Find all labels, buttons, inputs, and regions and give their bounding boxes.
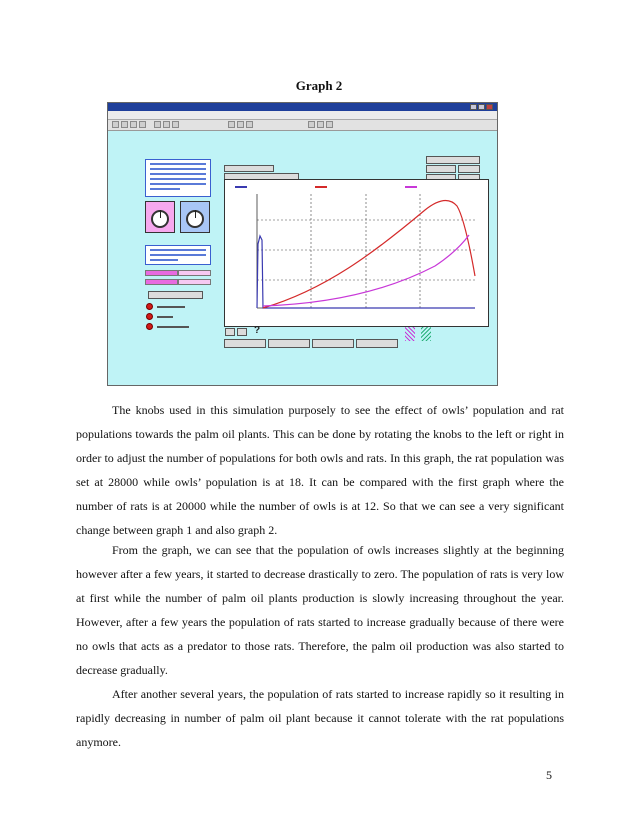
maximize-icon (478, 104, 485, 110)
radio-option-1[interactable] (146, 303, 153, 310)
legend-owls-swatch (235, 186, 247, 188)
legend-palm-swatch (405, 186, 417, 188)
rats-unit-cell (178, 279, 211, 285)
radio-option-3[interactable] (146, 323, 153, 330)
toolbar-stop-icon (237, 121, 244, 128)
knob-help-note (145, 245, 211, 265)
instruction-note (145, 159, 211, 197)
radio-option-2-label (157, 316, 173, 318)
toolbar-new-icon (112, 121, 119, 128)
restart-button[interactable] (224, 165, 274, 172)
radio-option-2[interactable] (146, 313, 153, 320)
table-icon[interactable] (237, 328, 247, 336)
close-icon (486, 104, 493, 110)
legend-rats-swatch (315, 186, 327, 188)
page-title: Graph 2 (295, 78, 343, 93)
compare-button[interactable] (148, 291, 203, 299)
toolbar-pointer-icon (308, 121, 315, 128)
bottom-button-2[interactable] (268, 339, 310, 348)
toolbar-graph-icon (246, 121, 253, 128)
top-right-button-1[interactable] (426, 156, 480, 164)
paragraph-3: After another several years, the population of rats started to increase rapidly so it resulting in rapidly decreasing in number of palm oil plant because it cannot tolerate with the rat populations anymore. (76, 687, 564, 749)
radio-option-1-label (157, 306, 185, 308)
help-question-icon[interactable]: ? (254, 325, 261, 336)
toolbar-save-icon (130, 121, 137, 128)
top-right-button-3[interactable] (458, 165, 480, 173)
rats-knob-panel (180, 201, 210, 233)
minimize-icon (470, 104, 477, 110)
bottom-button-3[interactable] (312, 339, 354, 348)
simulation-screenshot (107, 102, 498, 386)
page-number: 5 (546, 768, 552, 782)
toolbar-paste-icon (172, 121, 179, 128)
rats-pattern-icon (421, 327, 431, 341)
toolbar-copy-icon (163, 121, 170, 128)
menu-bar (108, 111, 497, 120)
graph-icon[interactable] (225, 328, 235, 336)
owls-pattern-icon (405, 327, 415, 341)
toolbar-cut-icon (154, 121, 161, 128)
radio-option-3-label (157, 326, 189, 328)
owls-unit-cell (178, 270, 211, 276)
population-graph (224, 179, 489, 327)
paragraph-2: From the graph, we can see that the population of owls increases slightly at the beginning however after a few years, it started to decrease drastically to zero. The population of rats is very low at first while the number of palm oil plants production is slowly increasing throughout the year. However, after a few years the population of rats started to increase gradually because of there were no owls that acts as a predator to those rats. Therefore, the palm oil production was also started to decrease gradually. (76, 543, 564, 677)
owls-value-cell (145, 270, 178, 276)
toolbar-zoom-icon (317, 121, 324, 128)
owls-knob[interactable] (151, 210, 169, 228)
rats-value-cell (145, 279, 178, 285)
window-titlebar (108, 103, 497, 111)
toolbar-print-icon (139, 121, 146, 128)
bottom-button-1[interactable] (224, 339, 266, 348)
toolbar-open-icon (121, 121, 128, 128)
bottom-button-4[interactable] (356, 339, 398, 348)
rats-knob[interactable] (186, 210, 204, 228)
graph-gridlines (257, 194, 475, 308)
toolbar-run-icon (228, 121, 235, 128)
top-right-button-2[interactable] (426, 165, 456, 173)
paragraph-1: The knobs used in this simulation purposely to see the effect of owls’ population and rat populations towards the palm oil plants. This can be done by rotating the knobs to the left or right in order to adjust the number of populations for both owls and rats. In this graph, the rat population was set at 28000 while owls’ population is at 18. It can be compared with the first graph where the number of rats is at 20000 while the number of owls is at 12. So that we can see a very significant change between graph 1 and also graph 2. (76, 403, 564, 537)
owls-knob-panel (145, 201, 175, 233)
toolbar (108, 120, 497, 131)
toolbar-help-icon (326, 121, 333, 128)
